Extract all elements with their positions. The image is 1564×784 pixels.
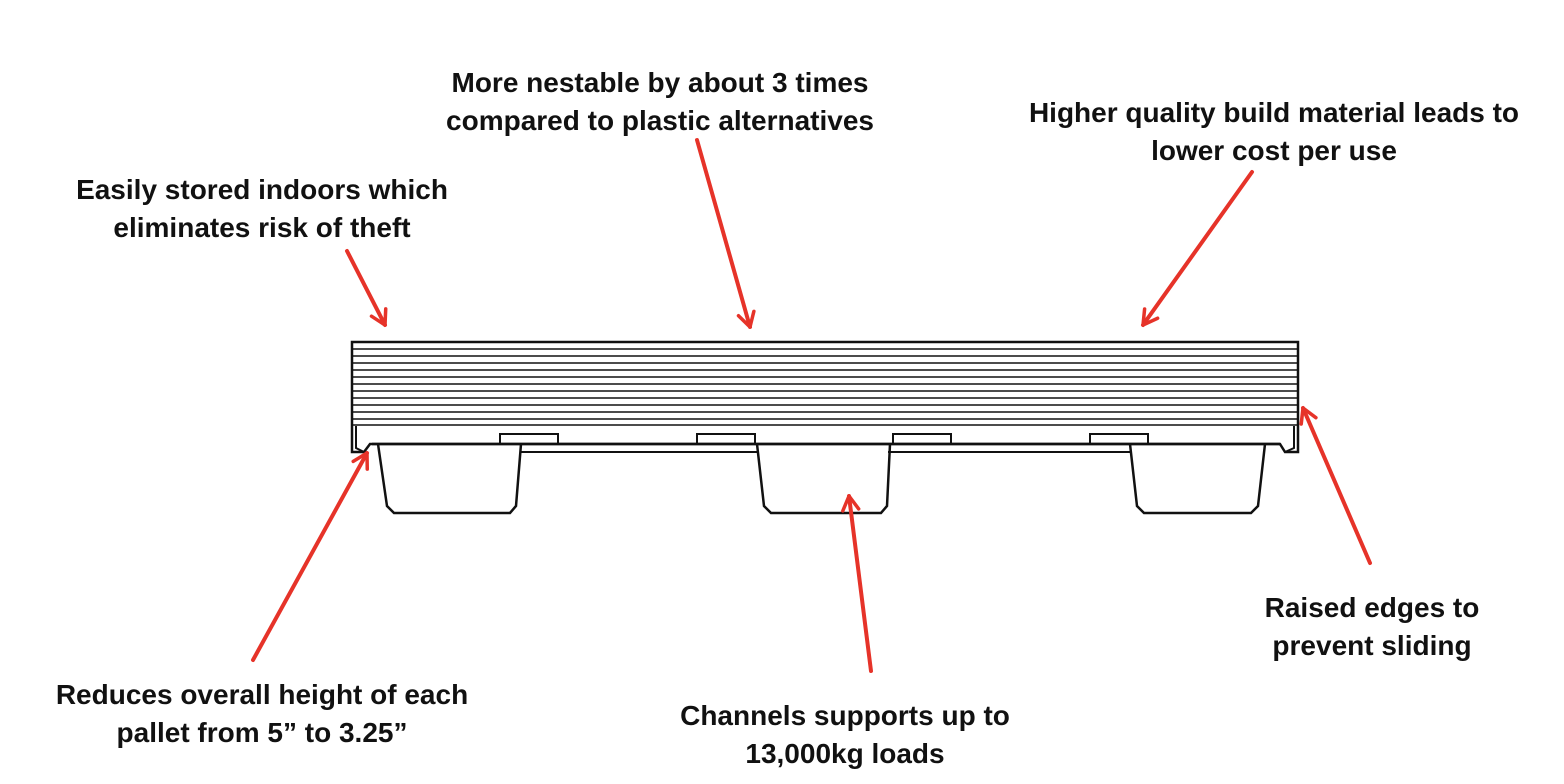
- annotation-height: [10, 676, 514, 752]
- annotation-quality: [985, 94, 1563, 170]
- annotation-indoors-line1: Easily stored indoors which: [76, 174, 448, 205]
- annotation-indoors-line2: eliminates risk of theft: [113, 212, 411, 243]
- annotation-channels-line2: 13,000kg loads: [745, 738, 945, 769]
- arrow-quality: [1143, 172, 1252, 325]
- annotation-channels: [610, 697, 1080, 773]
- arrow-channels: [849, 496, 871, 671]
- annotation-height-line2: pallet from 5” to 3.25”: [116, 717, 408, 748]
- annotation-quality-line1: Higher quality build material leads to: [1028, 97, 1520, 128]
- pallet-foot-center: [757, 444, 890, 513]
- annotation-nestable-line1: More nestable by about 3 times: [451, 67, 869, 98]
- pallet-foot-right: [1130, 444, 1265, 513]
- annotation-height-line1: Reduces overall height of each: [55, 679, 469, 710]
- arrow-indoors: [347, 251, 385, 325]
- annotation-channels-line1: Channels supports up to: [680, 700, 1010, 731]
- annotation-edges-line1: Raised edges to: [1264, 592, 1480, 623]
- pallet-deck-outline: [352, 342, 1298, 452]
- arrow-edges: [1303, 408, 1370, 563]
- annotation-edges-line2: prevent sliding: [1272, 630, 1472, 661]
- annotation-indoors: [20, 171, 504, 247]
- arrow-nestable: [697, 140, 750, 327]
- annotation-nestable: [360, 64, 960, 140]
- annotation-quality-line2: lower cost per use: [1151, 135, 1397, 166]
- pallet-foot-left: [378, 444, 521, 513]
- pallet-illustration: [352, 342, 1298, 513]
- annotation-nestable-line2: compared to plastic alternatives: [446, 105, 874, 136]
- arrow-height: [253, 453, 367, 660]
- annotation-edges: [1200, 589, 1544, 665]
